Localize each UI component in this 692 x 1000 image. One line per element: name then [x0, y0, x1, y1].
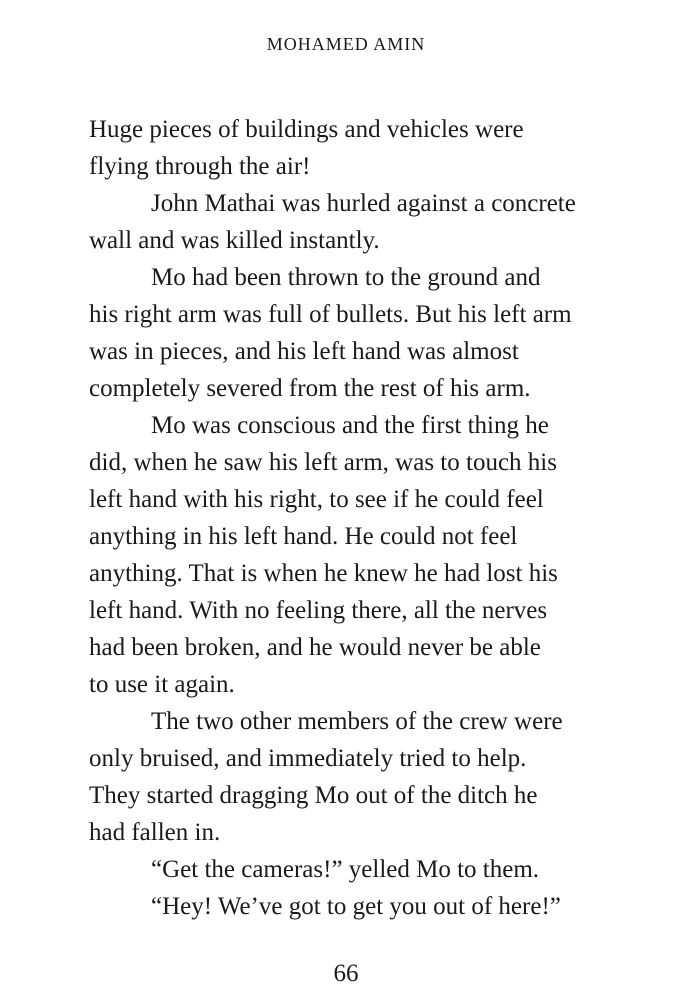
text-line: left hand with his right, to see if he could feel [89, 486, 544, 513]
text-line: Huge pieces of buildings and vehicles were [89, 116, 524, 143]
text-line: only bruised, and immediately tried to help. [89, 745, 527, 772]
text-line: had been broken, and he would never be able [89, 634, 541, 661]
text-line: anything. That is when he knew he had lost his [89, 560, 558, 587]
text-line: They started dragging Mo out of the ditch he [89, 782, 538, 809]
running-header: MOHAMED AMIN [266, 34, 426, 54]
text-line: was in pieces, and his left hand was almost [89, 338, 519, 365]
text-line: his right arm was full of bullets. But his left arm [89, 301, 572, 328]
text-line: “Get the cameras!” yelled Mo to them. [151, 856, 540, 883]
text-line: Mo was conscious and the first thing he [151, 412, 549, 439]
text-line: had fallen in. [89, 819, 221, 846]
text-line: did, when he saw his left arm, was to touch his [89, 449, 557, 476]
text-line: wall and was killed instantly. [89, 227, 380, 254]
text-line: The two other members of the crew were [151, 708, 563, 735]
page-number: 66 [333, 960, 359, 987]
text-line: left hand. With no feeling there, all the nerves [89, 597, 548, 624]
page-body [89, 111, 649, 925]
text-line: anything in his left hand. He could not feel [89, 523, 518, 550]
text-line: “Hey! We’ve got to get you out of here!” [151, 893, 561, 920]
text-line: to use it again. [89, 671, 235, 698]
text-line: Mo had been thrown to the ground and [151, 264, 541, 291]
text-line: completely severed from the rest of his arm. [89, 375, 531, 402]
text-line: flying through the air! [89, 153, 311, 180]
text-line: John Mathai was hurled against a concrete [151, 190, 576, 217]
